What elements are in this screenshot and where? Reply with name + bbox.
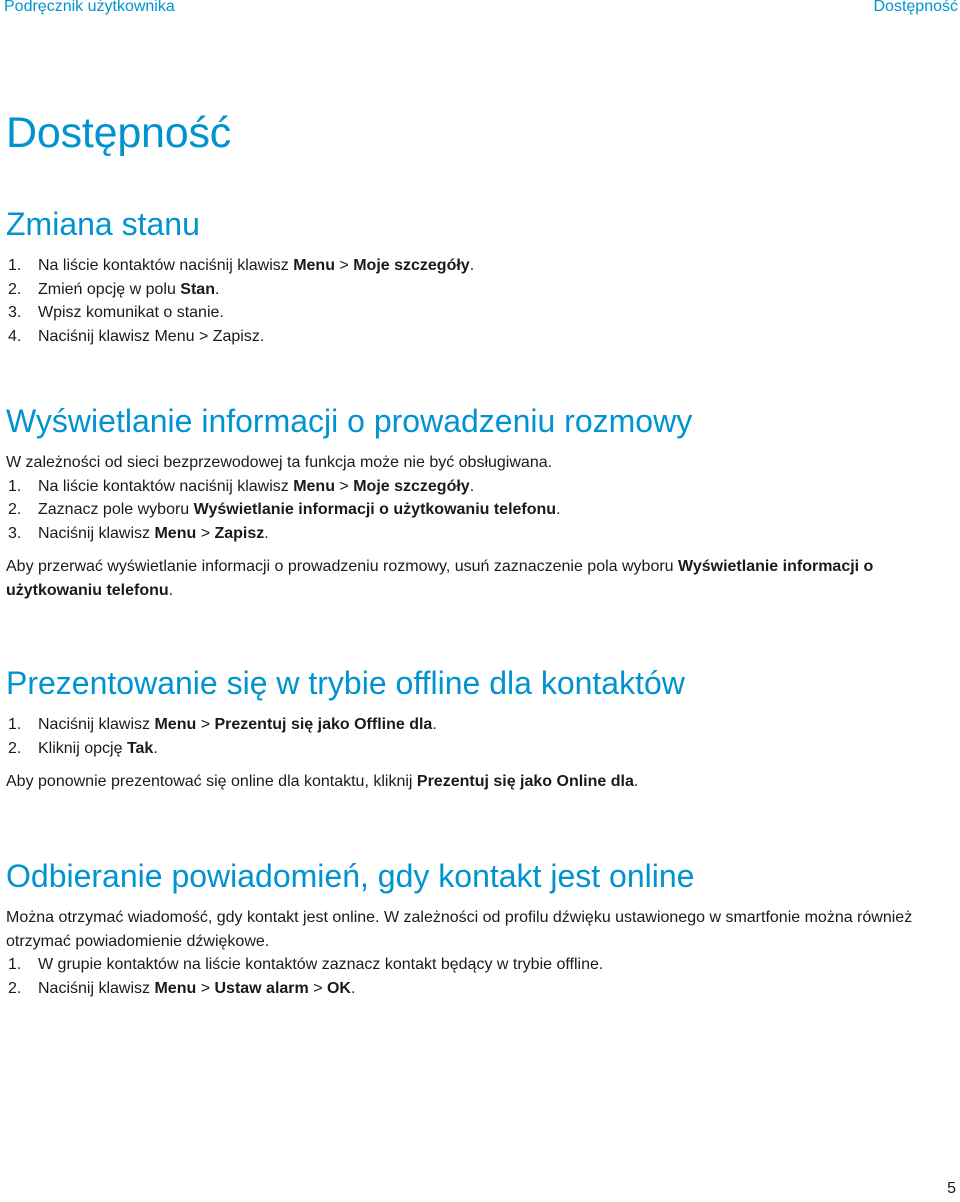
ui-term: Menu	[154, 979, 197, 997]
section-title-notifications: Odbieranie powiadomień, gdy kontakt jest online	[6, 858, 695, 894]
list-item: 1. Na liście kontaktów naciśnij klawisz Menu > Moje szczegóły.	[6, 254, 946, 278]
ui-term: Menu	[293, 477, 335, 495]
list-item: 2. Naciśnij klawisz Menu > Ustaw alarm > OK.	[6, 977, 946, 1001]
ui-term: Moje szczegóły	[353, 477, 470, 495]
section-intro: Można otrzymać wiadomość, gdy kontakt jest online. W zależności od profilu dźwięku ustawionego w smartfonie można również otrzymać powiadomienie dźwiękowe.	[6, 909, 913, 950]
ui-term: Wyświetlanie informacji o użytkowaniu telefonu	[6, 558, 874, 599]
steps-status	[6, 254, 946, 348]
steps-offline	[6, 713, 946, 760]
list-item: 2. Zmień opcję w polu Stan.	[6, 278, 946, 302]
step-number: 3.	[8, 304, 22, 321]
section-intro: W zależności od sieci bezprzewodowej ta funkcja może nie być obsługiwana.	[6, 454, 553, 471]
ui-term: Ustaw alarm	[214, 979, 309, 997]
steps-call-info	[6, 475, 946, 546]
step-number: 2.	[8, 979, 22, 997]
page-number: 5	[947, 1180, 956, 1197]
ui-term: Stan	[180, 280, 215, 298]
header-chapter-title: Dostępność	[873, 0, 958, 15]
page-title: Dostępność	[6, 109, 232, 157]
ui-term: Prezentuj się jako Offline dla	[214, 716, 433, 733]
ui-term: Wyświetlanie informacji o użytkowaniu telefonu	[193, 501, 557, 518]
section-title-call-info: Wyświetlanie informacji o prowadzeniu rozmowy	[6, 403, 693, 439]
list-item: 1. Na liście kontaktów naciśnij klawisz Menu > Moje szczegóły.	[6, 475, 946, 499]
step-number: 2.	[8, 280, 22, 298]
section-title-offline: Prezentowanie się w trybie offline dla kontaktów	[6, 665, 685, 701]
list-item: 1. Naciśnij klawisz Menu > Prezentuj się jako Offline dla.	[6, 713, 946, 737]
section-call-info	[6, 400, 946, 602]
step-number: 1.	[8, 956, 22, 973]
step-number: 3.	[8, 524, 22, 542]
section-note: Aby przerwać wyświetlanie informacji o prowadzeniu rozmowy, usuń zaznaczenie pola wyboru Wyświetlanie informacji o użytkowaniu telefonu.	[6, 558, 874, 599]
ui-term: OK	[326, 979, 351, 997]
step-number: 2.	[8, 739, 22, 757]
list-item: 1. W grupie kontaktów na liście kontaktów zaznacz kontakt będący w trybie offline.	[6, 953, 946, 977]
list-item: 3. Naciśnij klawisz Menu > Zapisz.	[6, 522, 946, 546]
section-status	[6, 203, 946, 348]
step-number: 1.	[8, 477, 22, 495]
ui-term: Zapisz	[214, 524, 265, 542]
section-note: Aby ponownie prezentować się online dla kontaktu, kliknij Prezentuj się jako Online dla.	[6, 773, 639, 790]
step-number: 1.	[8, 257, 22, 274]
page-content	[6, 104, 946, 190]
ui-term: Tak	[126, 739, 154, 757]
step-number: 4.	[8, 327, 22, 345]
list-item: 2. Zaznacz pole wyboru Wyświetlanie informacji o użytkowaniu telefonu.	[6, 498, 946, 522]
ui-term: Prezentuj się jako Online dla	[416, 773, 634, 790]
list-item: 3. Wpisz komunikat o stanie.	[6, 301, 946, 325]
section-notifications	[6, 855, 946, 1000]
ui-term: Moje szczegóły	[353, 257, 470, 274]
section-offline	[6, 662, 946, 794]
section-title-status: Zmiana stanu	[6, 206, 200, 242]
ui-term: Menu	[293, 257, 335, 274]
running-header	[0, 0, 960, 22]
ui-term: Menu	[154, 524, 197, 542]
header-manual-title: Podręcznik użytkownika	[4, 0, 175, 15]
step-number: 1.	[8, 716, 22, 733]
list-item: 2. Kliknij opcję Tak.	[6, 737, 946, 761]
step-number: 2.	[8, 501, 22, 518]
ui-term: Menu	[154, 716, 197, 733]
steps-notifications	[6, 953, 946, 1000]
list-item: 4. Naciśnij klawisz Menu > Zapisz.	[6, 325, 946, 349]
